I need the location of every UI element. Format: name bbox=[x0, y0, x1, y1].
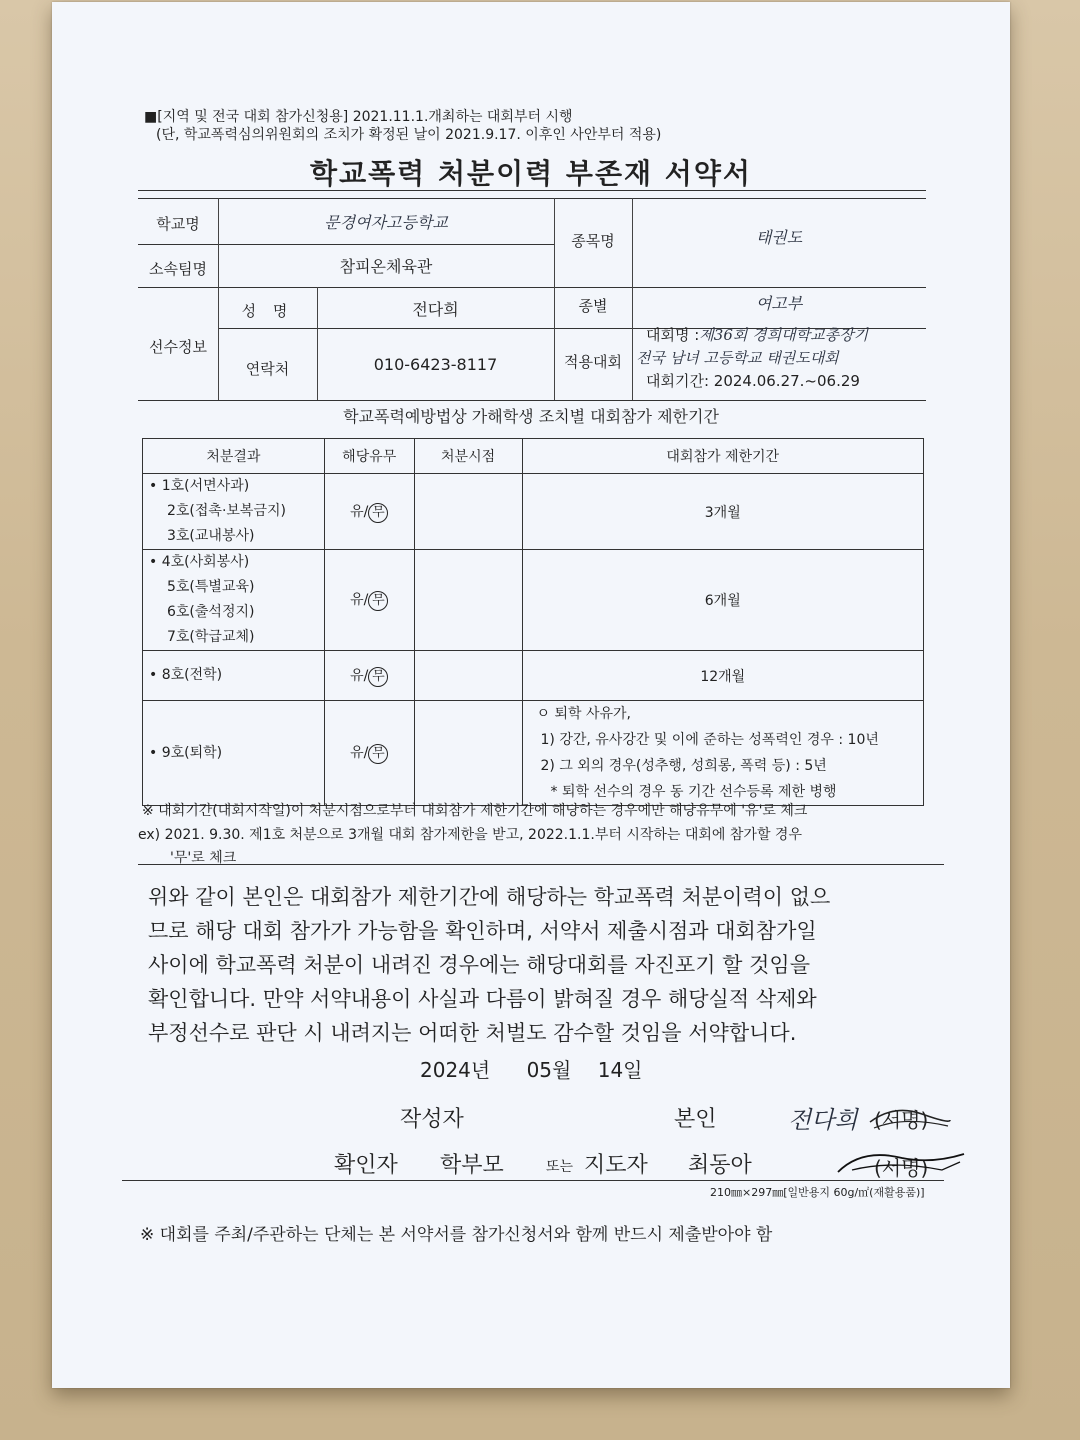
note-line-1: ※ 대회기간(대회시작일)이 처분시점으로부터 대회참가 제한기간에 해당하는 경우에만 해당유무에 '유'로 체크 bbox=[142, 803, 808, 819]
date-year: 2024년 bbox=[420, 1058, 491, 1082]
period-line: ㅇ 퇴학 사유가, bbox=[536, 706, 632, 722]
writer-label: 작성자 bbox=[400, 1107, 464, 1132]
pledge-line: 사이에 학교폭력 처분이 내려진 경우에는 해당대회를 자진포기 할 것임을 bbox=[148, 953, 810, 977]
table-row bbox=[143, 550, 924, 651]
table-row bbox=[143, 701, 924, 806]
or-label: 또는 bbox=[546, 1159, 574, 1175]
period-cell: 12개월 bbox=[522, 651, 923, 701]
sign-mark-2: (서명) bbox=[874, 1156, 929, 1180]
notice-line-1: ■[지역 및 전국 대회 참가신청용] 2021.11.1.개최하는 대회부터 시행 bbox=[144, 109, 573, 125]
measures-cell bbox=[143, 701, 325, 806]
column-header: 처분시점 bbox=[414, 439, 522, 474]
grid-line bbox=[138, 244, 554, 245]
pledge-line: 위와 같이 본인은 대회참가 제한기간에 해당하는 학교폭력 처분이력이 없으 bbox=[148, 885, 831, 909]
competition-name-prefix: 대회명 : bbox=[646, 326, 700, 344]
restriction-table bbox=[142, 438, 924, 806]
sign-mark: (서명) bbox=[874, 1108, 929, 1132]
period-line: 1) 강간, 유사강간 및 이에 준하는 성폭력인 경우 : 10년 bbox=[540, 732, 879, 748]
coach-signature-icon[interactable] bbox=[832, 1140, 972, 1184]
measures-cell bbox=[143, 474, 325, 550]
notes-divider bbox=[138, 864, 944, 865]
checked-circle-mark: 무 bbox=[368, 744, 388, 764]
measure-item: • 8호(전학) bbox=[149, 667, 223, 683]
period-cell: 3개월 bbox=[522, 474, 923, 550]
school-value: 문경여자고등학교 bbox=[324, 213, 448, 232]
note-line-3: '무'로 체크 bbox=[170, 850, 237, 866]
category-value: 여고부 bbox=[755, 294, 803, 313]
confirmer-label: 확인자 bbox=[334, 1153, 398, 1178]
measure-item: 7호(학급교체) bbox=[167, 629, 255, 645]
disposition-date-cell[interactable] bbox=[414, 474, 522, 550]
measure-item: • 4호(사회봉사) bbox=[149, 554, 250, 570]
athlete-info-label: 선수정보 bbox=[149, 338, 207, 356]
period-cell bbox=[522, 701, 923, 806]
period-line: 2) 그 외의 경우(성추행, 성희롱, 폭력 등) : 5년 bbox=[540, 758, 827, 774]
checked-circle-mark: 무 bbox=[368, 591, 388, 611]
coach-name: 최동아 bbox=[688, 1153, 752, 1178]
name-label: 성 명 bbox=[241, 302, 294, 320]
event-value: 태권도 bbox=[755, 228, 803, 247]
footer-note: ※ 대회를 주최/주관하는 단체는 본 서약서를 참가신청서와 함께 반드시 제출받아야 함 bbox=[140, 1225, 773, 1245]
pledge-date bbox=[420, 1054, 643, 1083]
date-day: 14일 bbox=[597, 1058, 643, 1082]
category-label: 종별 bbox=[578, 297, 608, 315]
disposition-date-cell[interactable] bbox=[414, 550, 522, 651]
school-label: 학교명 bbox=[156, 215, 200, 233]
period-cell: 6개월 bbox=[522, 550, 923, 651]
grid-line bbox=[138, 287, 926, 288]
pledge-paragraph bbox=[148, 880, 948, 1050]
contact-value: 010-6423-8117 bbox=[373, 355, 498, 374]
table-header-row bbox=[143, 439, 924, 474]
table-row bbox=[143, 474, 924, 550]
checked-circle-mark: 무 bbox=[368, 667, 388, 687]
applicable-cell[interactable]: 유/ 무 bbox=[324, 701, 414, 806]
measure-item: 3호(교내봉사) bbox=[167, 528, 255, 544]
measure-item: 5호(특별교육) bbox=[167, 579, 255, 595]
competition-label: 적용대회 bbox=[564, 353, 622, 371]
disposition-date-cell[interactable] bbox=[414, 701, 522, 806]
coach-label: 지도자 bbox=[584, 1153, 648, 1178]
contact-label: 연락처 bbox=[245, 360, 290, 378]
checked-circle-mark: 무 bbox=[368, 503, 388, 523]
grid-line bbox=[138, 400, 926, 401]
notice-line-2: (단, 학교폭력심의위원회의 조치가 확정된 날이 2021.9.17. 이후인 사안부터 적용) bbox=[156, 127, 662, 143]
parent-label: 학부모 bbox=[440, 1153, 504, 1178]
measure-item: • 9호(퇴학) bbox=[149, 744, 223, 761]
period-line: * 퇴학 선수의 경우 동 기간 선수등록 제한 병행 bbox=[550, 784, 837, 800]
column-header: 해당유무 bbox=[324, 439, 414, 474]
team-value: 참피온체육관 bbox=[339, 257, 433, 276]
signature-scribble-icon bbox=[864, 1100, 954, 1134]
date-month: 05월 bbox=[526, 1058, 572, 1082]
pledge-line: 확인합니다. 만약 서약내용이 사실과 다름이 밝혀질 경우 해당실적 삭제와 bbox=[148, 987, 817, 1011]
column-header: 처분결과 bbox=[143, 439, 325, 474]
pledge-line: 므로 해당 대회 참가가 가능함을 확인하며, 서약서 제출시점과 대회참가일 bbox=[148, 919, 817, 943]
document-title: 학교폭력 처분이력 부존재 서약서 bbox=[310, 157, 752, 190]
applicable-cell[interactable]: 유/ 무 bbox=[324, 651, 414, 701]
measures-cell bbox=[143, 550, 325, 651]
measure-item: 6호(출석정지) bbox=[167, 604, 255, 620]
competition-name-line2: 전국 남녀 고등학교 태권도대회 bbox=[636, 349, 839, 367]
name-value: 전다희 bbox=[412, 300, 459, 319]
restriction-subtitle: 학교폭력예방법상 가해학생 조치별 대회참가 제한기간 bbox=[343, 407, 719, 426]
applicable-cell[interactable]: 유/ 무 bbox=[324, 550, 414, 651]
self-label: 본인 bbox=[674, 1107, 717, 1132]
paper-spec: 210㎜×297㎜[일반용지 60g/㎡(재활용품)] bbox=[710, 1186, 925, 1199]
pledge-line: 부정선수로 판단 시 내려지는 어떠한 처벌도 감수할 것임을 서약합니다. bbox=[148, 1021, 797, 1045]
team-label: 소속팀명 bbox=[149, 260, 207, 278]
measure-item: • 1호(서면사과) bbox=[149, 478, 250, 494]
grid-top-line bbox=[138, 198, 926, 199]
column-header: 대회참가 제한기간 bbox=[522, 439, 923, 474]
measures-cell bbox=[143, 651, 325, 701]
signature-divider bbox=[122, 1180, 944, 1181]
self-signature[interactable]: 전다희 bbox=[788, 1106, 858, 1134]
title-divider bbox=[138, 190, 926, 191]
measure-item: 2호(접촉·보복금지) bbox=[167, 503, 286, 519]
competition-name-line1: 제36회 경희대학교총장기 bbox=[699, 326, 869, 344]
competition-period: 대회기간: 2024.06.27.~06.29 bbox=[646, 372, 860, 390]
event-label: 종목명 bbox=[571, 232, 615, 250]
competition-info bbox=[636, 324, 936, 393]
table-row bbox=[143, 651, 924, 701]
pledge-document bbox=[52, 2, 1010, 1388]
disposition-date-cell[interactable] bbox=[414, 651, 522, 701]
applicable-cell[interactable]: 유/ 무 bbox=[324, 474, 414, 550]
note-line-2: ex) 2021. 9.30. 제1호 처분으로 3개월 대회 참가제한을 받고, 2022.1.1.부터 시작하는 대회에 참가할 경우 bbox=[138, 827, 802, 843]
